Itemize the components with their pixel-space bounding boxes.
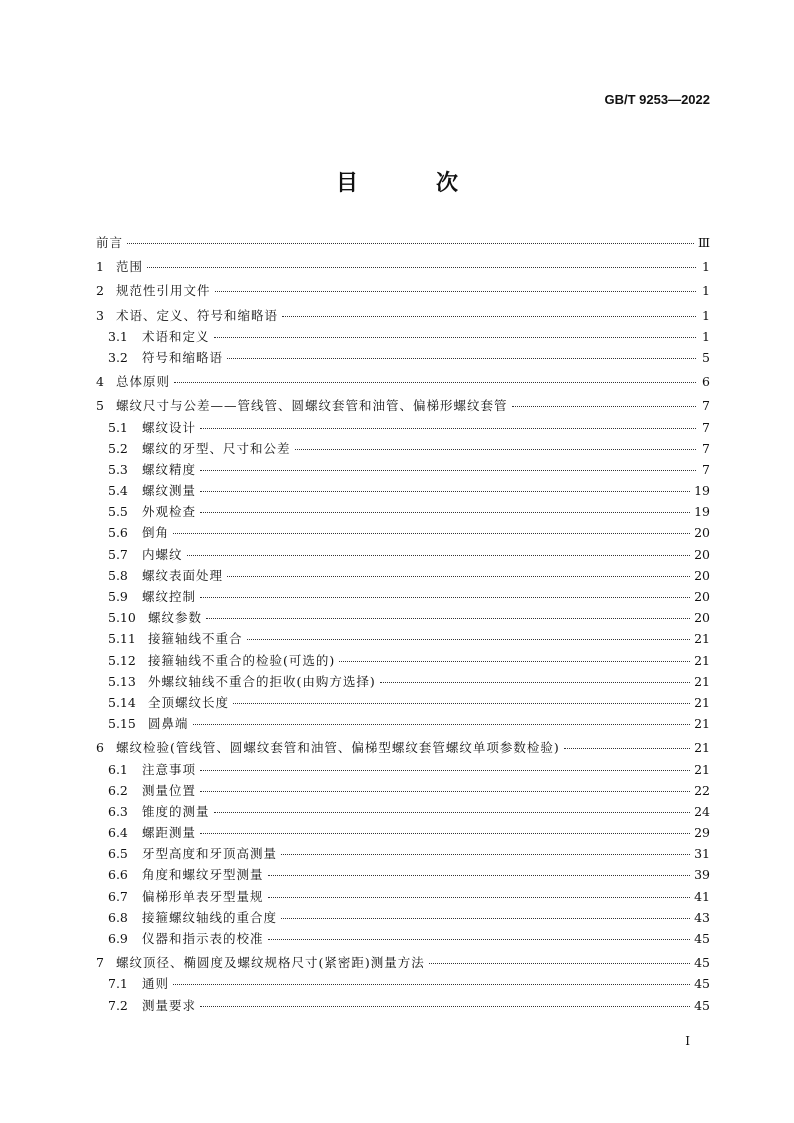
dot-leader (564, 748, 690, 749)
dot-leader (380, 682, 690, 683)
dot-leader (173, 984, 690, 985)
toc-entry[interactable] (96, 233, 710, 254)
toc-entry-page: 1 (702, 307, 710, 323)
toc-entry[interactable] (96, 523, 710, 544)
toc-entry[interactable] (96, 545, 710, 566)
toc-entry-title: 全顶螺纹长度 (148, 694, 230, 710)
toc-entry[interactable] (96, 460, 710, 481)
page-number: I (685, 1034, 690, 1048)
toc-entry-page: 19 (694, 483, 710, 499)
toc-entry-number: 5.8 (108, 567, 128, 583)
toc-entry[interactable] (96, 887, 710, 908)
toc-entry-page: 43 (694, 909, 710, 925)
toc-entry-number: 1 (96, 259, 104, 275)
toc-entry-page: 20 (694, 567, 710, 583)
toc-entry-title: 螺纹表面处理 (142, 567, 224, 583)
toc-entry-number: 5.14 (108, 694, 136, 710)
toc-entry-title: 圆鼻端 (148, 716, 189, 732)
toc-entry[interactable] (96, 651, 710, 672)
toc-entry[interactable] (96, 327, 710, 348)
toc-entry-page: 29 (694, 825, 710, 841)
toc-entry[interactable] (96, 502, 710, 523)
toc-entry-number: 6.8 (108, 909, 128, 925)
toc-entry-page: 6 (702, 374, 710, 390)
dot-leader (512, 406, 696, 407)
toc-entry-page: 20 (694, 589, 710, 604)
toc-entry-title: 偏梯形单表牙型量规 (142, 888, 264, 904)
dot-leader (214, 337, 696, 338)
toc-entry-number: 3.2 (108, 349, 128, 365)
toc-entry-page: 45 (694, 997, 710, 1013)
toc-entry-page: 20 (694, 546, 710, 562)
dot-leader (174, 382, 696, 383)
dot-leader (200, 833, 690, 834)
toc-entry-page: 41 (694, 888, 710, 904)
toc-entry-title: 倒角 (142, 525, 170, 541)
toc-entry-title: 螺纹参数 (148, 610, 203, 626)
toc-entry-number: 6.4 (108, 825, 128, 841)
toc-entry[interactable] (96, 257, 710, 278)
toc-entry[interactable] (96, 372, 710, 393)
toc-entry-title: 规范性引用文件 (116, 283, 211, 299)
toc-entry-page: 22 (694, 782, 710, 798)
toc-entry-number: 5.5 (108, 504, 128, 520)
toc-entry-number: 5.4 (108, 483, 128, 499)
dot-leader (200, 597, 690, 598)
toc-entry-page: Ⅲ (697, 235, 710, 250)
toc-entry-number: 6.3 (108, 803, 128, 819)
toc-entry-title: 螺纹设计 (142, 419, 197, 435)
toc-entry-number: 5.15 (108, 716, 136, 732)
toc-entry-page: 45 (694, 955, 710, 971)
toc-entry-title: 外螺纹轴线不重合的拒收(由购方选择) (148, 673, 376, 689)
toc-entry-page: 45 (694, 931, 710, 946)
toc-entry-number: 5.3 (108, 461, 128, 477)
toc-entry-page: 24 (694, 803, 710, 819)
dot-leader (295, 449, 696, 450)
toc-entry[interactable] (96, 439, 710, 460)
toc-entry-number: 6.9 (108, 931, 128, 946)
toc-entry-number: 6.2 (108, 782, 128, 798)
toc-entry-title: 螺纹控制 (142, 589, 197, 604)
toc-entry-page: 21 (694, 761, 710, 777)
dot-leader (233, 703, 690, 704)
toc-entry-number: 5.1 (108, 419, 128, 435)
dot-leader (282, 316, 696, 317)
dot-leader (281, 854, 690, 855)
dot-leader (281, 918, 690, 919)
dot-leader (227, 576, 690, 577)
toc-entry-title: 内螺纹 (142, 546, 183, 562)
toc-entry-page: 1 (702, 283, 710, 299)
toc-entry-number: 2 (96, 283, 104, 299)
dot-leader (200, 512, 690, 513)
toc-entry-number: 6.7 (108, 888, 128, 904)
toc-entry-title: 通则 (142, 976, 170, 992)
toc-entry-title: 术语和定义 (142, 328, 210, 344)
toc-entry[interactable] (96, 802, 710, 823)
toc-entry-page: 31 (694, 846, 710, 862)
toc-entry-title: 外观检查 (142, 504, 197, 520)
toc-entry-number: 7 (96, 955, 104, 971)
toc-entry-number: 6 (96, 740, 104, 756)
toc-entry-title: 注意事项 (142, 761, 197, 777)
toc-entry-page: 20 (694, 610, 710, 626)
toc-entry-page: 7 (702, 461, 710, 477)
dot-leader (200, 491, 690, 492)
toc-entry[interactable] (96, 396, 710, 417)
toc-entry-number: 5.11 (108, 631, 136, 647)
toc-entry[interactable] (96, 953, 710, 974)
dot-leader (429, 963, 690, 964)
dot-leader (268, 939, 691, 940)
toc-entry-number: 5.13 (108, 673, 136, 689)
toc-entry-number: 4 (96, 374, 104, 390)
toc-entry-number: 5.7 (108, 546, 128, 562)
dot-leader (193, 724, 691, 725)
toc-entry-page: 19 (694, 504, 710, 520)
toc-entry-page: 21 (694, 694, 710, 710)
toc-entry-title: 接箍轴线不重合 (148, 631, 243, 647)
toc-entry-number: 7.1 (108, 976, 128, 992)
toc-entry-title: 螺纹的牙型、尺寸和公差 (142, 440, 291, 456)
dot-leader (200, 791, 690, 792)
toc-entry-title: 符号和缩略语 (142, 349, 224, 365)
dot-leader (268, 875, 691, 876)
toc-entry[interactable] (96, 823, 710, 844)
toc-entry-title: 螺纹测量 (142, 483, 197, 499)
toc-entry[interactable] (96, 481, 710, 502)
toc-entry-page: 20 (694, 525, 710, 541)
toc-entry-number: 5 (96, 398, 104, 414)
toc-entry[interactable] (96, 844, 710, 865)
page-title: 目 次 (335, 170, 486, 196)
toc-entry-number: 5.6 (108, 525, 128, 541)
document-code: GB/T 9253—2022 (604, 92, 710, 107)
toc-entry-page: 5 (702, 349, 710, 365)
toc-entry-title: 牙型高度和牙顶高测量 (142, 846, 278, 862)
toc-entry-number: 5.2 (108, 440, 128, 456)
toc-entry[interactable] (96, 348, 710, 369)
dot-leader (187, 555, 691, 556)
toc-entry-page: 39 (694, 867, 710, 883)
dot-leader (127, 243, 694, 244)
toc-entry[interactable] (96, 306, 710, 327)
dot-leader (268, 897, 691, 898)
toc-entry[interactable] (96, 996, 710, 1017)
toc-entry[interactable] (96, 281, 710, 302)
dot-leader (214, 812, 691, 813)
toc-entry[interactable] (96, 929, 710, 950)
toc-entry-page: 21 (694, 631, 710, 647)
toc-entry-page: 7 (702, 398, 710, 414)
toc-entry-number: 6.5 (108, 846, 128, 862)
toc-entry-number: 7.2 (108, 997, 128, 1013)
toc-entry[interactable] (96, 974, 710, 995)
toc-entry-page: 21 (694, 740, 710, 756)
toc-entry-title: 螺纹精度 (142, 461, 197, 477)
toc-entry[interactable] (96, 629, 710, 650)
toc-entry-title: 接箍螺纹轴线的重合度 (142, 909, 278, 925)
toc-entry[interactable] (96, 760, 710, 781)
toc-entry-title: 螺距测量 (142, 825, 197, 841)
dot-leader (147, 267, 696, 268)
toc-entry-number: 5.10 (108, 610, 136, 626)
toc-entry-title: 仪器和指示表的校准 (142, 931, 264, 946)
toc-entry[interactable] (96, 587, 710, 608)
toc-entry[interactable] (96, 714, 710, 735)
toc-entry-title: 术语、定义、符号和缩略语 (116, 307, 279, 323)
toc-entry-page: 7 (702, 440, 710, 456)
dot-leader (200, 1006, 690, 1007)
toc-entry-page: 1 (702, 259, 710, 275)
dot-leader (227, 358, 696, 359)
toc-entry[interactable] (96, 738, 710, 759)
dot-leader (215, 291, 696, 292)
toc-entry-title: 前言 (96, 235, 124, 250)
toc-entry-number: 5.9 (108, 589, 128, 604)
toc-entry-page: 45 (694, 976, 710, 992)
toc-entry-page: 7 (702, 419, 710, 435)
toc-entry-title: 角度和螺纹牙型测量 (142, 867, 264, 883)
dot-leader (200, 770, 690, 771)
toc-entry[interactable] (96, 781, 710, 802)
dot-leader (206, 618, 690, 619)
toc-entry[interactable] (96, 693, 710, 714)
dot-leader (200, 428, 696, 429)
dot-leader (247, 639, 691, 640)
toc-entry-title: 锥度的测量 (142, 803, 210, 819)
toc-entry-title: 螺纹尺寸与公差——管线管、圆螺纹套管和油管、偏梯形螺纹套管 (116, 398, 508, 414)
toc-entry-number: 3.1 (108, 328, 128, 344)
toc-entry-page: 21 (694, 716, 710, 732)
toc-entry-page: 1 (702, 328, 710, 344)
toc-entry-title: 测量要求 (142, 997, 197, 1013)
toc-entry[interactable] (96, 608, 710, 629)
toc-entry-number: 5.12 (108, 652, 136, 668)
toc-entry-page: 21 (694, 652, 710, 668)
dot-leader (339, 661, 690, 662)
toc-entry[interactable] (96, 908, 710, 929)
toc-entry-page: 21 (694, 673, 710, 689)
dot-leader (173, 533, 690, 534)
toc-entry[interactable] (96, 566, 710, 587)
toc-entry-number: 3 (96, 307, 104, 323)
toc-entry-title: 螺纹检验(管线管、圆螺纹套管和油管、偏梯型螺纹套管螺纹单项参数检验) (116, 740, 560, 756)
toc-entry[interactable] (96, 865, 710, 886)
toc-entry[interactable] (96, 418, 710, 439)
toc-entry-number: 6.1 (108, 761, 128, 777)
dot-leader (200, 470, 696, 471)
toc-entry-number: 6.6 (108, 867, 128, 883)
toc-entry-title: 接箍轴线不重合的检验(可选的) (148, 652, 336, 668)
toc-entry-title: 螺纹顶径、椭圆度及螺纹规格尺寸(紧密距)测量方法 (116, 955, 425, 971)
table-of-contents (96, 233, 710, 1017)
toc-entry-title: 总体原则 (116, 374, 171, 390)
toc-entry[interactable] (96, 672, 710, 693)
toc-entry-title: 范围 (116, 259, 144, 275)
toc-entry-title: 测量位置 (142, 782, 197, 798)
